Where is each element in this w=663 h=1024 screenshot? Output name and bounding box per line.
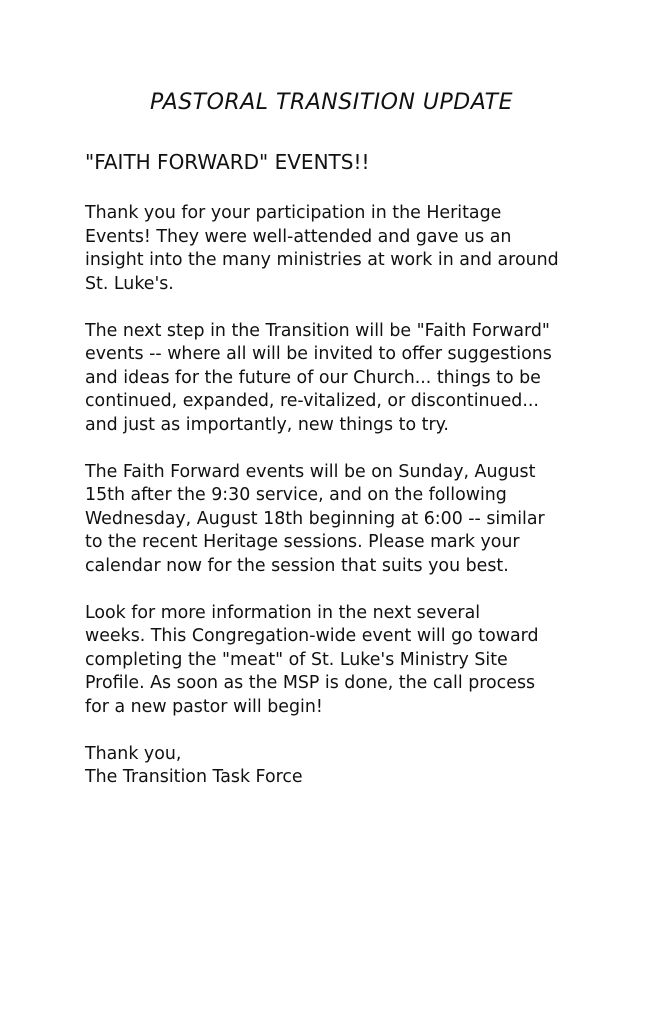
text-line: Events! They were well-attended and gave us an: [85, 226, 512, 247]
text-line: completing the "meat" of St. Luke's Ministry Site: [85, 649, 508, 670]
document-title: PASTORAL TRANSITION UPDATE: [149, 90, 513, 115]
text-line: weeks. This Congregation-wide event will go toward: [85, 626, 539, 646]
text-line: and ideas for the future of our Church... things to be: [85, 367, 541, 388]
paragraph-event-dates: [85, 461, 645, 579]
text-line: calendar now for the session that suits you best.: [85, 555, 509, 576]
section-heading: "FAITH FORWARD" EVENTS!!: [85, 150, 370, 174]
text-line: events -- where all will be invited to offer suggestions: [85, 344, 552, 364]
closing-line: Thank you,: [85, 743, 182, 764]
text-line: continued, expanded, re-vitalized, or discontinued...: [85, 391, 539, 411]
text-line: for a new pastor will begin!: [85, 696, 323, 717]
paragraph-more-info: [85, 602, 645, 720]
signature-line: The Transition Task Force: [85, 767, 303, 787]
document-body: [85, 202, 645, 813]
text-line: Thank you for your participation in the Heritage: [85, 203, 502, 223]
text-line: St. Luke's.: [85, 273, 174, 294]
text-line: and just as importantly, new things to try.: [85, 414, 449, 435]
sign-off: [85, 743, 645, 790]
paragraph-thanks: [85, 202, 645, 296]
text-line: The Faith Forward events will be on Sunday, August: [85, 461, 536, 482]
text-line: The next step in the Transition will be "Faith Forward": [85, 320, 550, 341]
text-line: to the recent Heritage sessions. Please mark your: [85, 532, 520, 552]
text-line: Profile. As soon as the MSP is done, the call process: [85, 673, 536, 693]
text-line: insight into the many ministries at work in and around: [85, 250, 559, 270]
text-line: Look for more information in the next several: [85, 602, 481, 623]
text-line: Wednesday, August 18th beginning at 6:00 -- similar: [85, 508, 545, 529]
text-line: 15th after the 9:30 service, and on the following: [85, 485, 507, 505]
paragraph-next-step: [85, 320, 645, 438]
